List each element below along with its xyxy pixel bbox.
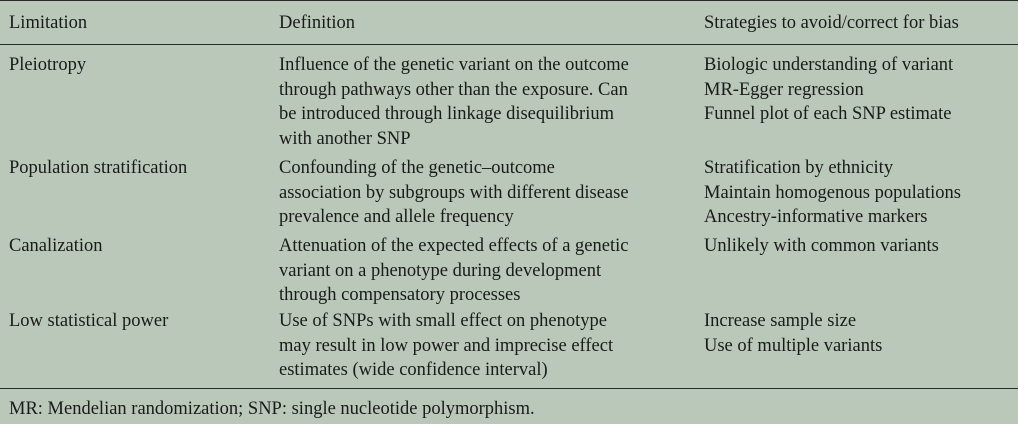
strategy-line: Maintain homogenous populations — [704, 182, 961, 203]
strategy-line: Funnel plot of each SNP estimate — [704, 104, 952, 124]
definition-line: Use of SNPs with small effect on phenotype — [279, 311, 607, 331]
definition-line: prevalence and allele frequency — [279, 207, 514, 227]
limitation-cell — [9, 53, 271, 78]
strategies-cell — [704, 234, 1014, 259]
top-rule — [0, 0, 1018, 1]
definition-line: be introduced through linkage disequilibrium — [279, 104, 614, 124]
definition-line: may result in low power and imprecise effect — [279, 335, 614, 356]
header-strategies: Strategies to avoid/correct for bias — [704, 13, 959, 33]
definition-cell — [279, 234, 697, 308]
definition-cell — [279, 156, 697, 230]
limitation-cell — [9, 156, 271, 181]
strategies-cell — [704, 156, 1014, 230]
header-limitation: Limitation — [9, 13, 88, 33]
table-footnote: MR: Mendelian randomization; SNP: single nucleotide polymorphism. — [9, 399, 535, 419]
strategy-line: Ancestry-informative markers — [704, 207, 928, 227]
strategy-line: MR-Egger regression — [704, 79, 864, 100]
definition-line: association by subgroups with different disease — [279, 182, 629, 203]
definition-line: Attenuation of the expected effects of a genetic — [279, 236, 629, 256]
limitation-text: Population stratification — [9, 158, 188, 178]
header-rule — [0, 44, 1018, 45]
definition-line: estimates (wide confidence interval) — [279, 360, 548, 380]
strategies-cell — [704, 53, 1014, 127]
limitation-text: Low statistical power — [9, 311, 169, 331]
definition-cell — [279, 309, 697, 383]
definition-line: through compensatory processes — [279, 285, 521, 305]
definition-line: with another SNP — [279, 128, 411, 149]
limitation-text: Canalization — [9, 236, 103, 256]
definition-line: variant on a phenotype during development — [279, 260, 602, 281]
strategy-line: Stratification by ethnicity — [704, 158, 894, 178]
header-definition: Definition — [279, 13, 356, 33]
limitation-cell — [9, 234, 271, 259]
strategy-line: Increase sample size — [704, 311, 857, 331]
bottom-rule — [0, 388, 1018, 389]
strategy-line: Biologic understanding of variant — [704, 55, 954, 75]
definition-line: Influence of the genetic variant on the outcome — [279, 55, 629, 75]
definition-line: through pathways other than the exposure. Can — [279, 79, 628, 100]
strategy-line: Unlikely with common variants — [704, 236, 939, 256]
limitation-text: Pleiotropy — [9, 55, 87, 75]
definition-cell — [279, 53, 697, 151]
strategy-line: Use of multiple variants — [704, 335, 883, 356]
limitation-cell — [9, 309, 271, 334]
definition-line: Confounding of the genetic–outcome — [279, 158, 555, 178]
strategies-cell — [704, 309, 1014, 358]
